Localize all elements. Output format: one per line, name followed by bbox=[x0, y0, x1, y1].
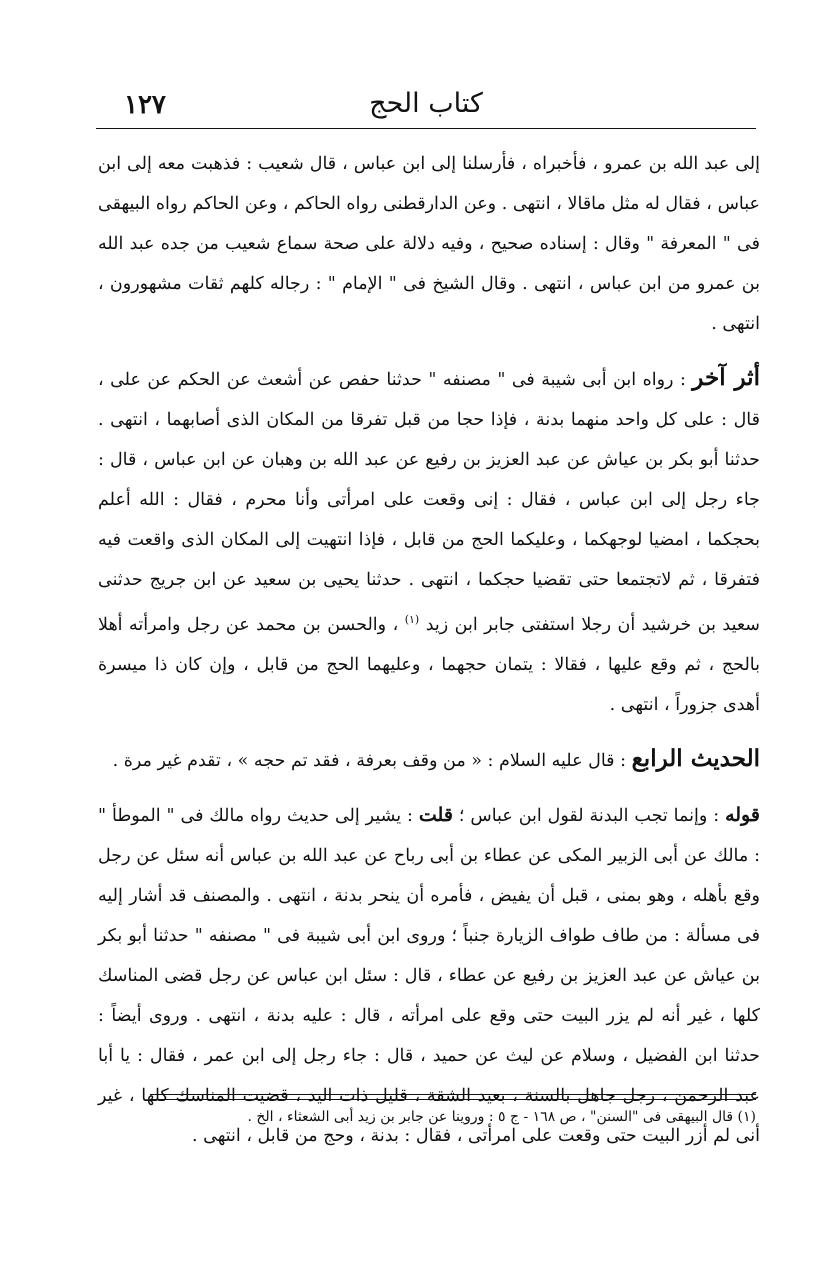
section-heading-athar: أثر آخر bbox=[692, 364, 760, 391]
running-title: كتاب الحج bbox=[369, 88, 483, 119]
section-heading-hadith: الحديث الرابع bbox=[631, 744, 760, 772]
paragraph-gap bbox=[98, 725, 760, 739]
paragraph-2-text-b: ، والحسن بن محمد عن رجل وامرأته أهلا بالحج ، ثم وقع عليها ، فقالا : يتمان حجهما ، وعليهما الحج من قابل ، وإن كان ذا ميسرة أهدى جزوراً ، انتهى . bbox=[98, 614, 760, 715]
footnote-marker: (١) bbox=[404, 613, 420, 626]
paragraph-4-text-a: : وإنما تجب البدنة لقول ابن عباس ؛ bbox=[458, 805, 720, 826]
footnote-rule bbox=[150, 1099, 756, 1100]
main-text bbox=[98, 144, 760, 1156]
header-rule bbox=[96, 128, 756, 129]
paragraph-4-text-b: : يشير إلى حديث رواه مالك فى " الموطأ " : مالك عن أبى الزبير المكى عن عطاء بن أبى رباح عن عبد الله بن عباس أنه سئل عن رجل وقع بأهله ، وهو بمنى ، قبل أن يفيض ، فأمره أن ينحر بدنة ، انتهى . والمصنف قد أشار إليه فى مسألة : من طاف طواف الزيارة جنباً ؛ وروى ابن أبى شيبة فى " مصنفه " حدثنا أبو بكر بن عياش عن عبد العزيز بن رفيع عن عطاء ، قال : سئل ابن عباس عن رجل قضى المناسك كلها ، غير أنه لم يزر البيت حتى وقع على امرأته ، قال : عليه بدنة ، انتهى . وروى أيضاً : حدثنا ابن الفضيل ، وسلام عن ليث عن حميد ، قال : جاء رجل إلى ابن عمر ، فقال : يا أبا عبد الرحمن ، رجل جاهل بالسنة ، بعيد الشقة ، قليل ذات اليد ، قضيت المناسك كلها ، غير أنى لم أزر البيت حتى وقعت على امرأتى ، فقال : بدنة ، وحج من قابل ، انتهى . bbox=[98, 805, 760, 1146]
paragraph-2 bbox=[98, 358, 760, 725]
paragraph-4 bbox=[98, 795, 760, 1156]
paragraph-3 bbox=[98, 739, 760, 781]
paragraph-1 bbox=[98, 144, 760, 344]
paragraph-3-text: : قال عليه السلام : « من وقف بعرفة ، فقد تم حجه » ، تقدم غير مرة . bbox=[112, 750, 626, 771]
paragraph-gap bbox=[98, 344, 760, 358]
paragraph-1-text: إلى عبد الله بن عمرو ، فأخبراه ، فأرسلنا إلى ابن عباس ، قال شعيب : فذهبت معه إلى ابن عباس ، فقال له مثل ماقالا ، انتهى . وعن الدارقطنى رواه الحاكم ، وعن الحاكم رواه البيهقى فى " المعرفة " وقال : إسناده صحيح ، وفيه دلالة على صحة سماع شعيب من جده عبد الله بن عمرو من ابن عباس ، انتهى . وقال الشيخ فى " الإمام " : رجاله كلهم ثقات مشهورون ، انتهى . bbox=[98, 154, 760, 334]
qultu-label: قلت bbox=[418, 803, 453, 826]
footnote: (١) قال البيهقى فى "السنن" ، ص ١٦٨ - ج ٥ : وروينا عن جابر بن زيد أبى الشعثاء ، الخ . bbox=[247, 1109, 756, 1125]
paragraph-gap bbox=[98, 781, 760, 795]
qawluhu-label: قوله bbox=[725, 803, 760, 826]
paragraph-2-text-a: : رواه ابن أبى شيبة فى " مصنفه " حدثنا حفص عن أشعث عن الحكم عن على ، قال : على كل واحد منهما بدنة ، فإذا حجا من قبل تفرقا من المكان الذى أصابهما ، انتهى . حدثنا أبو بكر بن عياش عن عبد العزيز بن رفيع عن عبد الله بن وهبان عن ابن عباس ، قال : جاء رجل إلى ابن عباس ، فقال : إنى وقعت على امرأتى وأنا محرم ، فقال : الله أعلم بحجكما ، امضيا لوجهكما ، وعليكما الحج من قابل ، فإذا انتهيت إلى المكان الذى واقعت فيه فتفرقا ، ثم لاتجتمعا حتى تقضيا حجكما ، انتهى . حدثنا يحيى بن سعيد عن ابن جريج حدثنى سعيد بن خرشيد أن رجلا استفتى جابر ابن زيد bbox=[98, 370, 760, 635]
footnote-rule bbox=[150, 1094, 756, 1095]
page-header bbox=[96, 88, 756, 124]
page-number: ١٢٧ bbox=[124, 90, 166, 120]
